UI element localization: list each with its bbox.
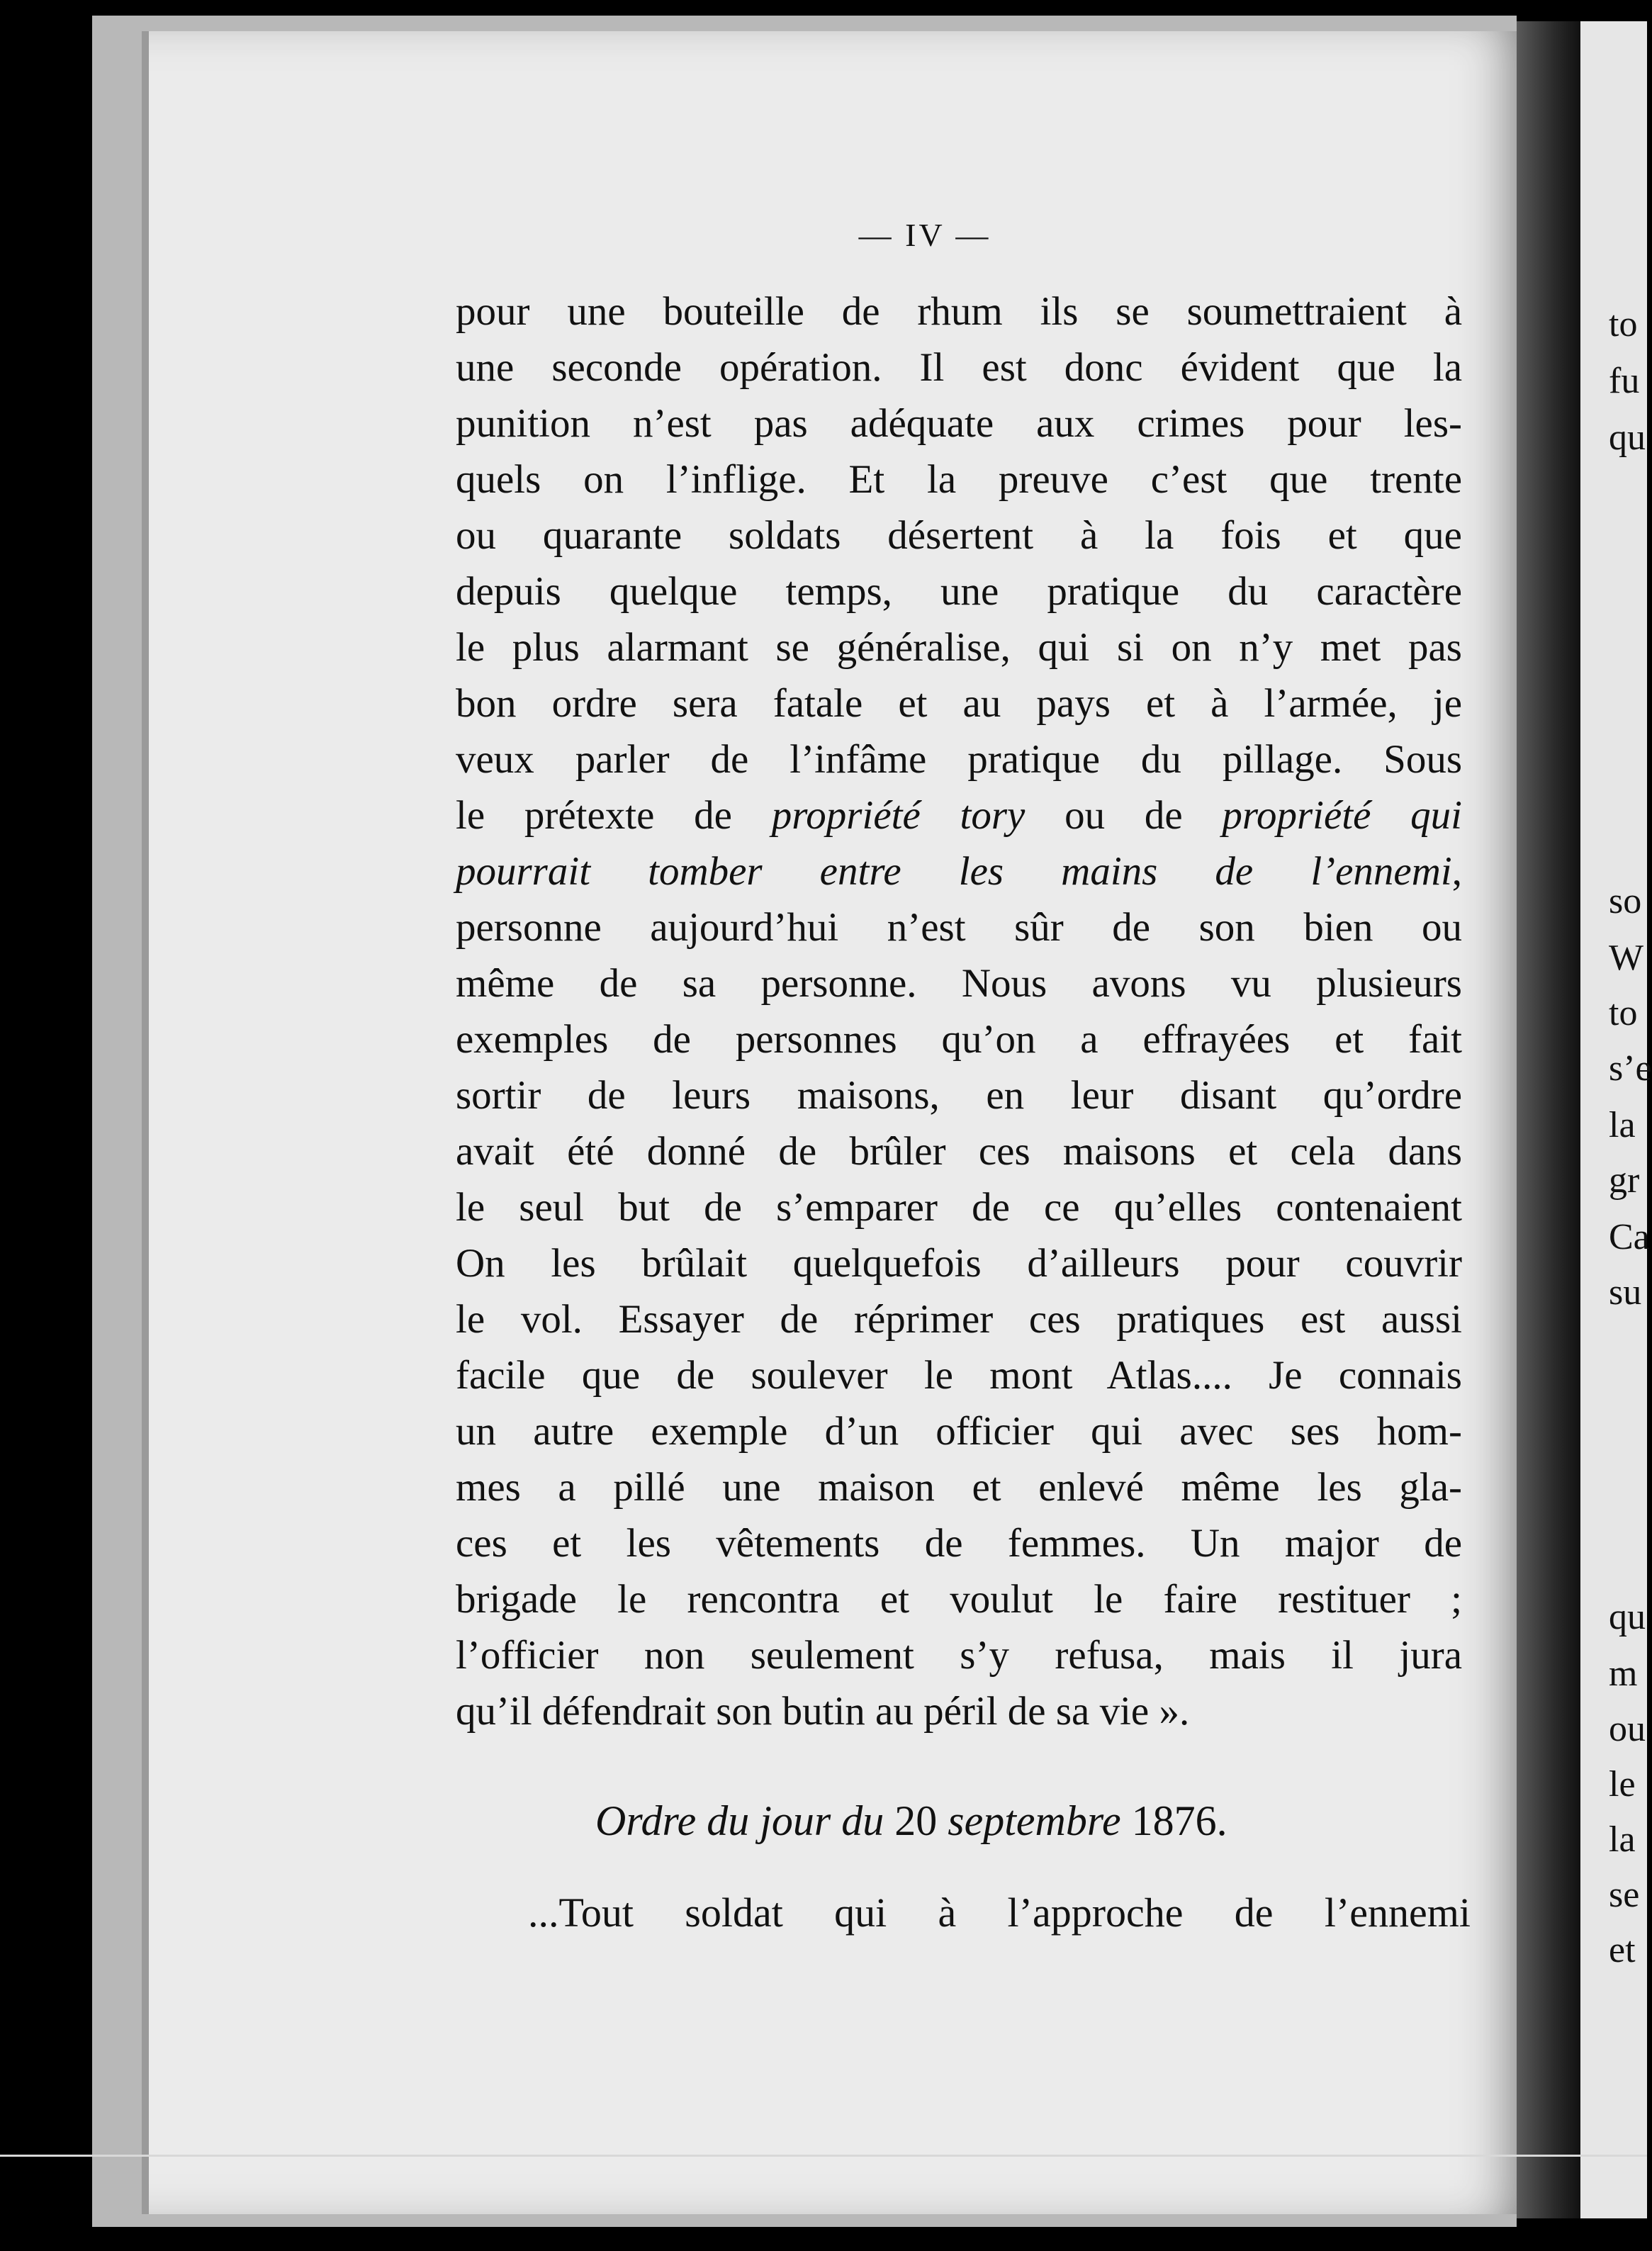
next-page-fragment: W <box>1609 938 1644 978</box>
text-line <box>456 284 1462 339</box>
next-page-fragment: Ca <box>1609 1217 1650 1257</box>
text-line <box>456 1347 1462 1403</box>
text-line <box>456 1459 1462 1515</box>
next-page-fragment: se <box>1609 1875 1640 1915</box>
text-segment: quels on l’inflige. Et la preuve c’est que trente <box>456 457 1462 502</box>
text-segment: pour une bouteille de rhum ils se soumettraient à <box>456 289 1462 334</box>
next-page-fragment: to <box>1609 304 1638 344</box>
text-line <box>456 955 1462 1011</box>
text-line <box>456 1571 1462 1627</box>
text-segment: le plus alarmant se généralise, qui si on n’y met pas <box>456 625 1462 670</box>
order-heading-du: du <box>831 1797 895 1844</box>
text-line <box>456 1683 1462 1739</box>
text-line <box>456 619 1462 675</box>
text-segment: pourrait tomber entre les mains de l’ennemi <box>456 849 1452 894</box>
text-segment: On les brûlait quelquefois d’ailleurs pour couvrir <box>456 1241 1462 1286</box>
text-segment: le prétexte de <box>456 793 772 838</box>
text-segment: propriété tory <box>771 793 1026 838</box>
text-line <box>456 787 1462 843</box>
text-line <box>456 843 1462 899</box>
next-page-fragment: ou <box>1609 1709 1646 1749</box>
text-segment: le vol. Essayer de réprimer ces pratiques est aussi <box>456 1297 1462 1342</box>
text-segment: qu’il défendrait son butin au péril de sa vie ». <box>456 1689 1190 1734</box>
text-segment: sortir de leurs maisons, en leur disant qu’ordre <box>456 1073 1462 1118</box>
text-line <box>456 1123 1462 1179</box>
text-line <box>456 731 1462 787</box>
text-segment: avait été donné de brûler ces maisons et cela dans <box>456 1129 1462 1174</box>
order-heading-prefix: Ordre du jour <box>595 1797 831 1844</box>
text-line <box>456 507 1462 563</box>
text-segment: depuis quelque temps, une pratique du caractère <box>456 569 1462 614</box>
text-segment: personne aujourd’hui n’est sûr de son bien ou <box>456 905 1462 950</box>
next-page-fragment: qu <box>1609 417 1646 458</box>
text-line <box>456 1291 1462 1347</box>
text-line <box>456 1403 1462 1459</box>
text-segment: ou quarante soldats désertent à la fois et que <box>456 513 1462 558</box>
next-page-fragment: to <box>1609 993 1638 1033</box>
text-segment: exemples de personnes qu’on a effrayées et fait <box>456 1017 1462 1062</box>
text-line <box>456 451 1462 507</box>
text-segment: punition n’est pas adéquate aux crimes pour les- <box>456 401 1462 446</box>
text-segment: ou de <box>1025 793 1223 838</box>
order-heading-year: 1876. <box>1131 1797 1227 1844</box>
text-segment: , <box>1451 849 1462 894</box>
order-heading-day: 20 <box>894 1797 938 1844</box>
order-heading <box>595 1797 1375 1846</box>
text-segment: même de sa personne. Nous avons vu plusieurs <box>456 961 1462 1006</box>
book-gutter <box>1517 21 1580 2218</box>
text-segment: ces et les vêtements de femmes. Un major de <box>456 1521 1462 1566</box>
next-page-fragment: qu <box>1609 1597 1646 1637</box>
text-segment: bon ordre sera fatale et au pays et à l’armée, je <box>456 681 1462 726</box>
text-line <box>456 675 1462 731</box>
text-line <box>456 563 1462 619</box>
next-page-fragment: et <box>1609 1930 1636 1970</box>
page-number: — IV — <box>858 217 991 253</box>
next-page-fragment: fu <box>1609 361 1640 401</box>
text-segment: mes a pillé une maison et enlevé même les gla- <box>456 1465 1462 1510</box>
order-heading-month: septembre <box>937 1797 1132 1844</box>
order-text: ...Tout soldat qui à l’approche de l’ennemi <box>528 1890 1471 1936</box>
text-line <box>456 1067 1462 1123</box>
text-line <box>456 1011 1462 1067</box>
text-segment: brigade le rencontra et voulut le faire restituer ; <box>456 1577 1462 1622</box>
body-text <box>456 284 1462 1739</box>
text-segment: un autre exemple d’un officier qui avec ses hom- <box>456 1409 1462 1454</box>
next-page-fragment: su <box>1609 1272 1642 1313</box>
text-segment: le seul but de s’emparer de ce qu’elles contenaient <box>456 1185 1462 1230</box>
text-line <box>456 1515 1462 1571</box>
text-segment: veux parler de l’infâme pratique du pillage. Sous <box>456 737 1462 782</box>
next-page-fragment: le <box>1609 1764 1636 1804</box>
text-segment: propriété qui <box>1222 793 1462 838</box>
text-segment: l’officier non seulement s’y refusa, mais il jura <box>456 1633 1462 1678</box>
text-segment: une seconde opération. Il est donc évident que la <box>456 345 1462 390</box>
text-line <box>456 1179 1462 1235</box>
text-line <box>456 339 1462 395</box>
next-page-edge <box>1580 21 1652 2218</box>
text-line <box>456 899 1462 955</box>
scan-line <box>0 2155 1647 2157</box>
text-line <box>456 395 1462 451</box>
text-segment: facile que de soulever le mont Atlas.... Je connais <box>456 1353 1462 1398</box>
text-line <box>456 1235 1462 1291</box>
next-page-fragment: m <box>1609 1654 1638 1694</box>
next-page-fragment: s’e <box>1609 1048 1652 1089</box>
next-page-fragment: la <box>1609 1819 1636 1860</box>
next-page-fragment: la <box>1609 1105 1636 1145</box>
text-line <box>456 1627 1462 1683</box>
next-page-fragment: so <box>1609 881 1642 921</box>
next-page-fragment: gr <box>1609 1160 1640 1201</box>
